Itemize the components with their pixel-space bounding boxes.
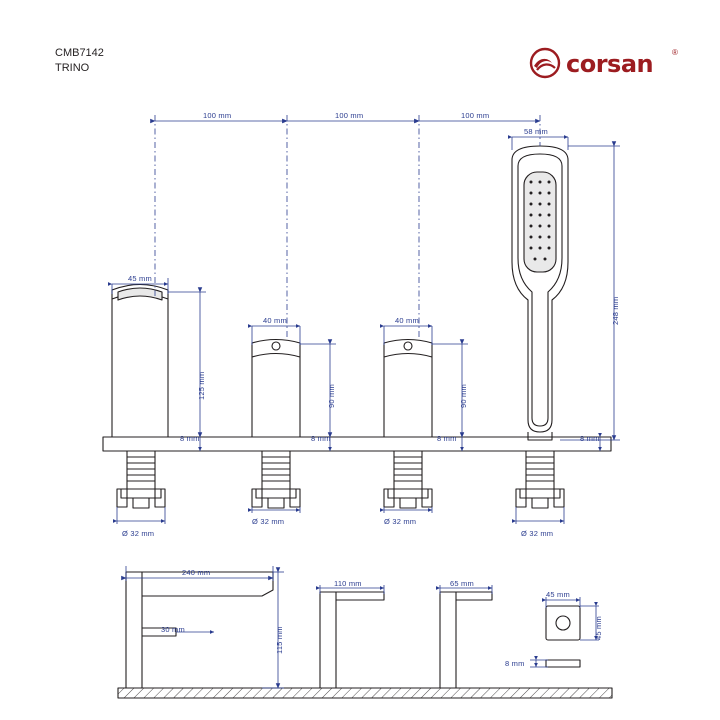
dim-spout-reach: 240 mm	[182, 568, 211, 577]
dim-hole-2: Ø 32 mm	[252, 517, 285, 526]
dim-bracket-plate: 8 mm	[505, 659, 525, 668]
dim-hole-1: Ø 32 mm	[122, 529, 155, 538]
dim-valve1-width: 40 mm	[263, 316, 287, 325]
dim-handset-width: 58 mm	[524, 127, 548, 136]
dim-spacing-3: 100 mm	[461, 111, 490, 120]
dim-valve2-height: 90 mm	[459, 384, 468, 408]
dim-deck-3: 8 mm	[437, 434, 457, 443]
dim-deck-1: 8 mm	[180, 434, 200, 443]
dim-bracket-height: 45 mm	[594, 616, 603, 640]
dim-deck-4: 8 mm	[580, 434, 600, 443]
brand-trademark: ®	[672, 48, 678, 57]
brand-name: corsan	[566, 50, 654, 78]
dim-deck-2: 8 mm	[311, 434, 331, 443]
dim-spacing-1: 100 mm	[203, 111, 232, 120]
dim-valve1-height: 90 mm	[327, 384, 336, 408]
dim-valve-side-1: 110 mm	[334, 579, 362, 588]
dim-hole-3: Ø 32 mm	[384, 517, 417, 526]
dim-bracket-width: 45 mm	[546, 590, 570, 599]
dim-hole-4: Ø 32 mm	[521, 529, 554, 538]
dim-valve2-width: 40 mm	[395, 316, 419, 325]
dim-spout-outlet-depth: 30 mm	[161, 625, 185, 634]
product-code: CMB7142	[55, 47, 104, 59]
dim-spout-side-height: 115 mm	[275, 626, 284, 654]
dim-spout-height: 125 mm	[197, 371, 206, 400]
dim-handset-height: 248 mm	[611, 296, 620, 325]
product-name: TRINO	[55, 62, 90, 74]
dim-valve-side-2: 65 mm	[450, 579, 474, 588]
dim-spout-width: 45 mm	[128, 274, 152, 283]
dim-spacing-2: 100 mm	[335, 111, 364, 120]
